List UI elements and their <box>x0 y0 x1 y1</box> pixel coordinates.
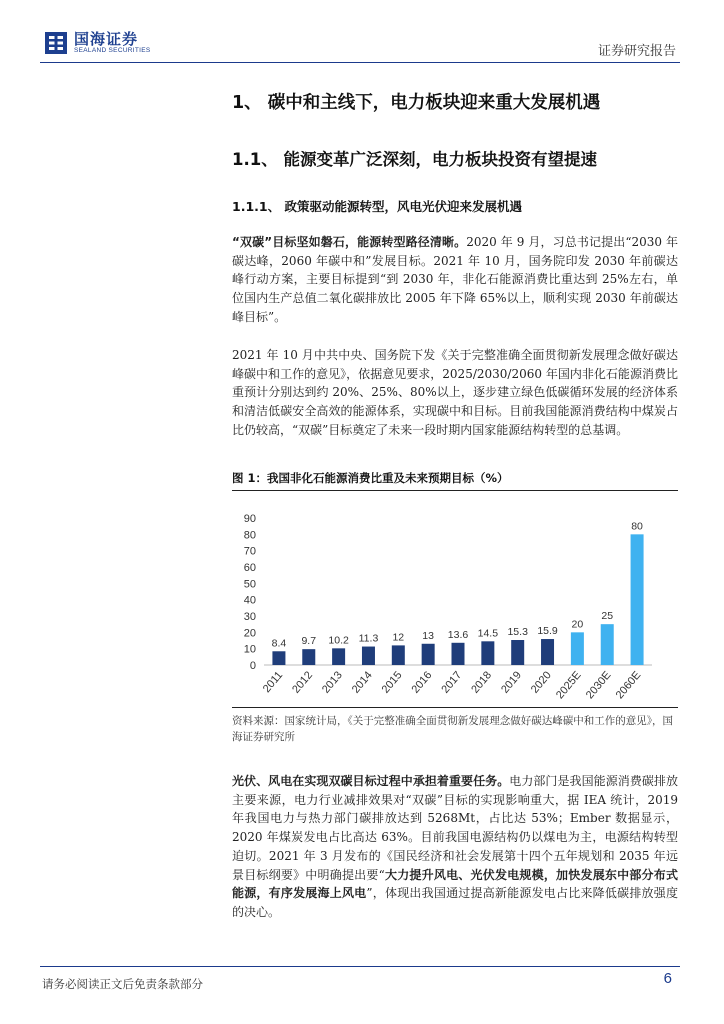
bar-value-label: 15.9 <box>537 625 558 638</box>
bar-value-label: 15.3 <box>507 626 528 639</box>
figure-source: 资料来源：国家统计局，《关于完整准确全面贯彻新发展理念做好碳达峰碳中和工作的意见》，国海证券研究所 <box>232 715 673 743</box>
bar-value-label: 11.3 <box>358 632 379 645</box>
y-tick-label: 50 <box>243 578 256 591</box>
paragraph-lead-bold: 光伏、风电在实现双碳目标过程中承担着重要任务。 <box>232 774 510 788</box>
report-type-label: 证券研究报告 <box>597 44 676 59</box>
bar-value-label: 8.4 <box>271 637 287 650</box>
bar-2013 <box>332 648 345 665</box>
bar-2030E <box>601 624 614 665</box>
bar-value-label: 13 <box>422 629 434 642</box>
bar-value-label: 9.7 <box>301 635 317 648</box>
bar-2019 <box>511 640 524 665</box>
x-tick-label: 2012 <box>290 669 316 696</box>
paragraph-body: 2021 年 10 月中共中央、国务院下发《关于完整准确全面贯彻新发展理念做好碳达峰碳中和工作的意见》，依据意见要求，2025/2030/2060 年国内非化石能源消费比重预计分别达到约 20%、25%、80%以上，逐步建立绿色低碳循环发展的经济体系和清洁低碳安全高效的能源体系，实现碳中和目标。目前我国能源消费结构中煤炭占比仍较高，“双碳”目标奠定了未来一段时期内国家能源结构转型的总基调。 <box>232 348 678 437</box>
x-tick-label: 2019 <box>499 669 524 696</box>
y-tick-label: 90 <box>243 513 256 525</box>
page-number: 6 <box>663 970 672 987</box>
y-tick-label: 0 <box>249 660 256 672</box>
bar-value-label: 12 <box>392 631 405 644</box>
bar-2011 <box>272 651 285 665</box>
x-tick-label: 2017 <box>439 669 465 696</box>
x-tick-label: 2030E <box>583 669 614 702</box>
y-tick-label: 10 <box>243 643 256 656</box>
section-heading-1-1: 1.1、 能源变革广泛深刻，电力板块投资有望提速 <box>232 150 597 169</box>
x-tick-label: 2013 <box>319 669 345 696</box>
bar-2014 <box>362 647 375 665</box>
x-tick-label: 2014 <box>349 669 375 696</box>
figure-top-rule <box>232 490 678 491</box>
bar-2017 <box>452 643 465 665</box>
bar-2012 <box>302 649 315 665</box>
x-tick-label: 2025E <box>554 669 584 702</box>
section-heading-1-1-1: 1.1.1、 政策驱动能源转型，风电光伏迎来发展机遇 <box>232 199 522 214</box>
x-tick-label: 2011 <box>260 669 286 696</box>
paragraph-body: 电力部门是我国能源消费碳排放主要来源，电力行业减排效果对“双碳”目标的实现影响重大，据 IEA 统计，2019 年我国电力与热力部门碳排放达到 5268Mt，占比达 53%；Ember 数据显示，2020 年煤炭发电占比高达 63%。目前我国电源结构仍以煤电为主，电源结构转型迫切。2021 年 3 月发布的《国民经济和社会发展第十四个五年规划和 2035 年远景目标纲要》中明确提出要“ <box>232 774 678 882</box>
paragraph-body: 2020 年 9 月，习总书记提出“2030 年碳达峰，2060 年碳中和”发展目标。2021 年 10 月，国务院印发 2030 年前碳达峰行动方案，主要目标提到“到 2030 年，非化石能源消费比重达到 25%左右，单位国内生产总值二氧化碳排放比 2005 年下降 65%以上，顺利实现 2030 年前碳达峰目标”。 <box>232 235 678 324</box>
bar-value-label: 25 <box>601 610 614 623</box>
logo-english-name: SEALAND SECURITIES <box>74 46 151 54</box>
x-tick-label: 2016 <box>409 669 435 696</box>
y-tick-label: 40 <box>243 594 256 607</box>
bar-value-label: 14.5 <box>477 627 499 640</box>
bar-2016 <box>422 644 435 665</box>
footer-divider <box>40 966 680 967</box>
paragraph-wind-solar <box>232 772 678 922</box>
y-tick-label: 70 <box>243 545 256 558</box>
header-divider <box>40 62 680 63</box>
sealand-logo-icon <box>44 31 68 55</box>
paragraph-quote-bold: 大力提升风电、光伏发电规模，加快发展东中部分布式能源，有序发展海上风电 <box>232 867 678 901</box>
y-tick-label: 20 <box>243 627 256 640</box>
paragraph-lead-bold: “双碳”目标坚如磐石，能源转型路径清晰。 <box>232 235 467 249</box>
paragraph-body-end: ”，体现出我国通过提高新能源发电占比来降低碳排放强度的决心。 <box>232 886 678 919</box>
x-tick-label: 2020 <box>528 669 554 696</box>
bar-2015 <box>392 645 405 665</box>
section-heading-1: 1、 碳中和主线下，电力板块迎来重大发展机遇 <box>232 93 601 113</box>
bar-2020 <box>541 639 554 665</box>
bar-value-label: 10.2 <box>328 634 349 647</box>
paragraph-dual-carbon <box>232 233 678 327</box>
y-tick-label: 80 <box>243 529 256 542</box>
footer-disclaimer: 请务必阅读正文后免责条款部分 <box>42 977 203 991</box>
y-tick-label: 60 <box>243 562 256 574</box>
bar-2018 <box>481 641 494 665</box>
figure-bottom-rule <box>232 707 678 708</box>
logo-chinese-name: 国海证券 <box>74 29 139 48</box>
bar-value-label: 80 <box>631 520 643 533</box>
y-tick-label: 30 <box>243 611 256 623</box>
figure-title: 图 1：我国非化石能源消费比重及未来预期目标（%） <box>232 471 509 485</box>
bar-2025E <box>571 632 584 665</box>
bar-chart <box>232 494 678 706</box>
x-tick-label: 2018 <box>469 669 495 696</box>
x-tick-label: 2060E <box>613 669 644 702</box>
bar-value-label: 13.6 <box>447 628 469 641</box>
bar-value-label: 20 <box>571 618 584 631</box>
company-logo <box>44 31 151 55</box>
paragraph-policy-opinion <box>232 346 678 440</box>
x-tick-label: 2015 <box>379 669 405 696</box>
bar-2060E <box>631 534 644 665</box>
